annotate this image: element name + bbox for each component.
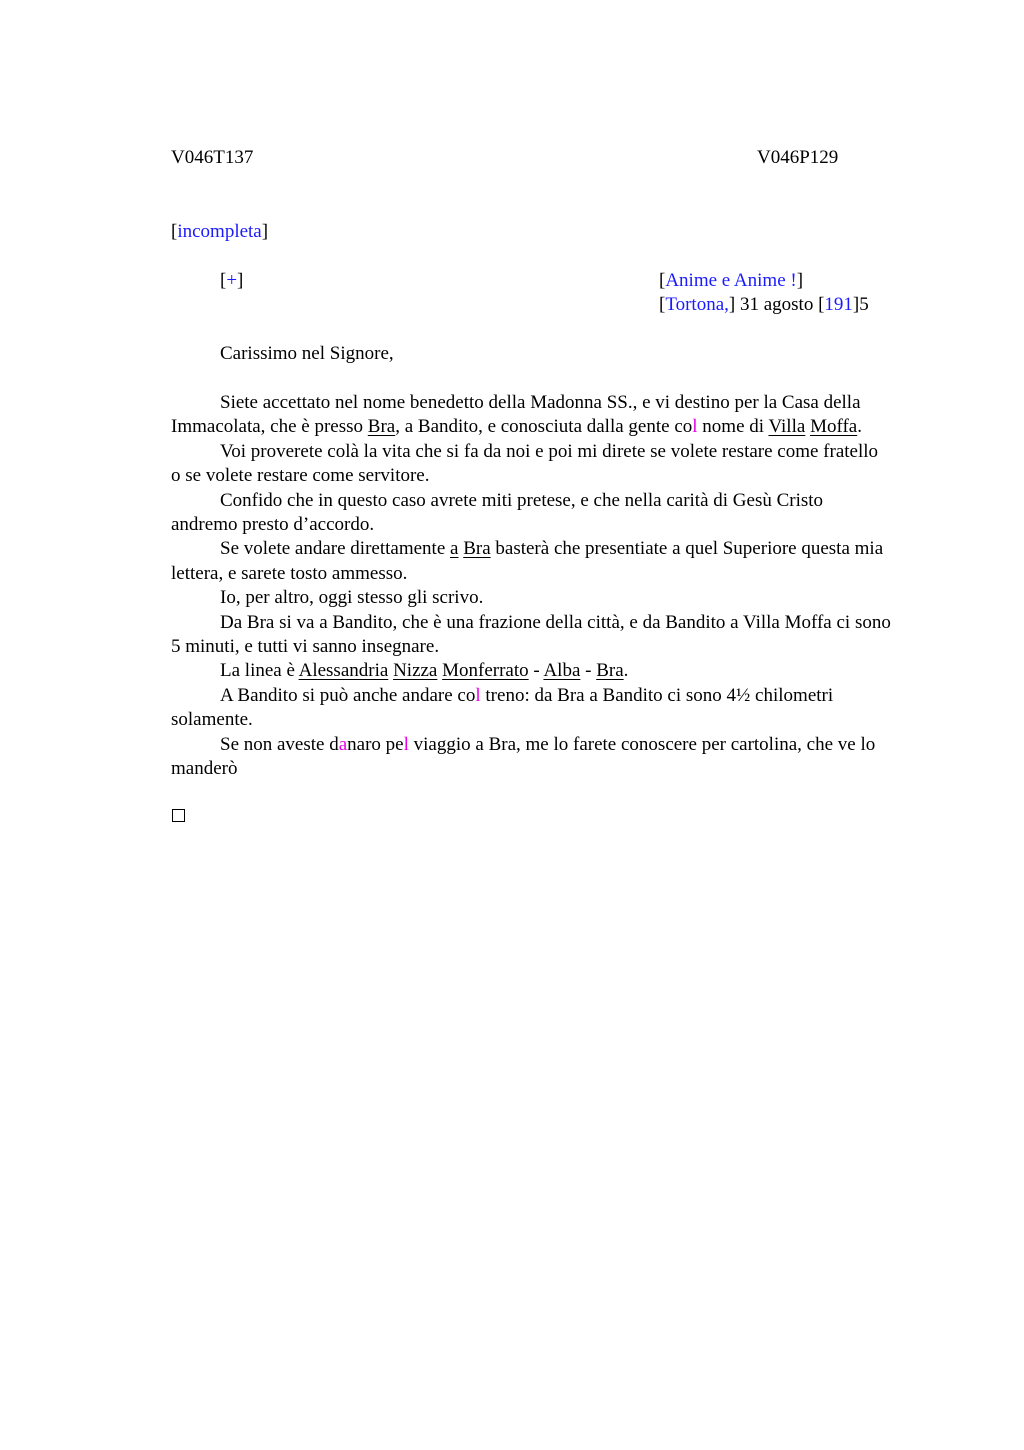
- letter-body: [171, 391, 891, 782]
- paragraph-8: A Bandito si può anche andare col treno: da Bra a Bandito ci sono 4½ chilometri solamente.: [171, 684, 834, 731]
- letter-date-text: 31 agosto: [735, 294, 819, 315]
- place-bra: Bra: [367, 416, 396, 438]
- paragraph-4: Se volete andare direttamente a Bra basterà che presentiate a quel Superiore questa mia lettera, e sarete tosto ammesso.: [171, 538, 884, 584]
- letter-year-prefix: 191: [824, 294, 853, 315]
- status-label: incompleta: [177, 221, 262, 242]
- place-alessandria: Alessandria: [298, 660, 389, 682]
- paragraph-3: Confido che in questo caso avrete miti pretese, e che nella carità di Gesù Cristo andremo presto d’accordo.: [171, 489, 824, 536]
- editorial-letter: l: [692, 416, 698, 438]
- place-alba: Alba: [543, 660, 581, 682]
- paragraph-1: Siete accettato nel nome benedetto della Madonna SS., e vi destino per la Casa della Immacolata, che è presso Bra, a Bandito, e conosciuta dalla gente col nome di Villa Moffa.: [171, 392, 862, 438]
- paragraph-9: Se non aveste danaro pel viaggio a Bra, me lo farete conoscere per cartolina, che ve lo manderò: [171, 733, 876, 780]
- letter-date: [Tortona,] 31 agosto [191]5: [659, 294, 869, 315]
- place-villa: Villa: [768, 416, 806, 438]
- status-note: [incompleta]: [171, 221, 269, 242]
- letter-title-text: Anime e Anime !: [665, 270, 797, 291]
- letter-title: [Anime e Anime !]: [659, 270, 804, 291]
- paragraph-5: Io, per altro, oggi stesso gli scrivo.: [220, 587, 484, 609]
- place-moffa: Moffa: [810, 416, 858, 438]
- place-monferrato: Monferrato: [442, 660, 529, 682]
- cross-marker: [+]: [220, 270, 244, 291]
- cross-symbol: +: [226, 270, 238, 291]
- editorial-letter: l: [403, 733, 409, 755]
- paragraph-6: Da Bra si va a Bandito, che è una frazione della città, e da Bandito a Villa Moffa ci sono 5 minuti, e tutti vi sanno insegnare.: [171, 611, 891, 658]
- left-code: V046T137: [171, 147, 254, 168]
- end-square-icon: [172, 809, 185, 822]
- paragraph-2: Voi proverete colà la vita che si fa da noi e poi mi direte se volete restare come fratello o se volete restare come servitore.: [171, 440, 879, 487]
- place-nizza: Nizza: [393, 660, 438, 682]
- salutation: Carissimo nel Signore,: [220, 343, 394, 364]
- place-bra: Bra: [596, 660, 624, 682]
- letter-year-suffix: 5: [859, 294, 869, 315]
- letter-place: Tortona,: [665, 294, 729, 315]
- underlined-a: a: [450, 538, 459, 560]
- right-code: V046P129: [757, 147, 839, 168]
- place-bra: Bra: [463, 538, 491, 560]
- editorial-letter: a: [338, 733, 348, 755]
- editorial-letter: l: [475, 684, 481, 706]
- paragraph-7: La linea è Alessandria Nizza Monferrato - Alba - Bra.: [220, 660, 629, 682]
